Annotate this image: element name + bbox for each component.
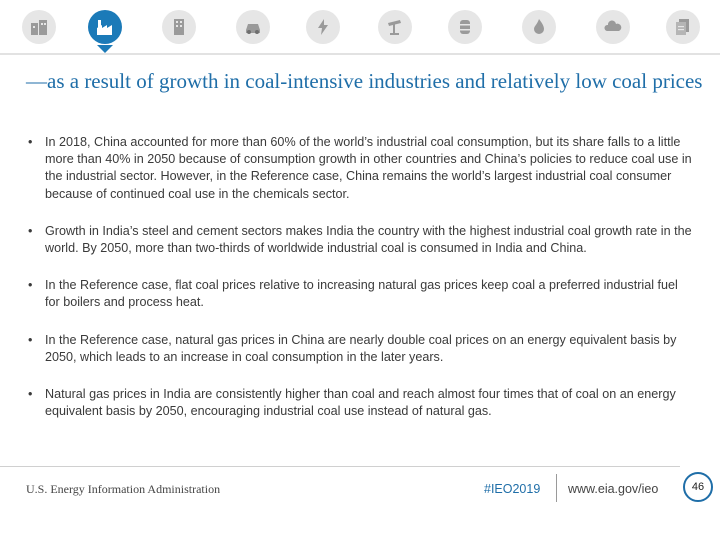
list-item	[28, 386, 696, 420]
bullet-text: In the Reference case, natural gas prices in China are nearly double coal prices on an energy equivalent basis by 2050, which leads to an increase in coal consumption in the later years.	[45, 332, 677, 364]
bullet-text: Natural gas prices in India are consistently higher than coal and reach almost four times that of coal on an energy equivalent basis by 2050, encouraging industrial coal use instead of natural gas.	[45, 387, 676, 419]
list-item	[28, 332, 696, 366]
industry-icon[interactable]	[88, 10, 122, 44]
footer-separator	[556, 474, 557, 502]
header-divider	[0, 53, 720, 55]
footer-url-link[interactable]: www.eia.gov/ieo	[568, 482, 659, 496]
slide-title: —as a result of growth in coal-intensive industries and relatively low coal prices	[26, 69, 703, 93]
bullet-text: Growth in India’s steel and cement sectors makes India the country with the highest industrial coal growth rate in the world. By 2050, more than two-thirds of worldwide industrial coal is consumed in India and China.	[45, 223, 692, 256]
office-building-icon[interactable]	[162, 10, 196, 44]
documents-icon[interactable]	[666, 10, 700, 44]
sector-icon-bar	[0, 0, 720, 60]
bullet-marker: •	[28, 223, 33, 238]
co2-cloud-icon[interactable]	[596, 10, 630, 44]
bullet-marker: •	[28, 135, 33, 149]
oil-pump-icon[interactable]	[378, 10, 412, 44]
bullet-text: In 2018, China accounted for more than 60% of the world’s industrial coal consumption, but its share falls to a little more than 40% in 2050 because of consumption growth in other countries and China’s policies to reduce coal use in the industrial sector. However, in the Reference case, China remains the world’s largest industrial coal consumer because of continued coal use in the chemicals sector.	[45, 135, 692, 201]
footer-hashtag[interactable]: #IEO2019	[484, 482, 541, 496]
bullet-marker: •	[28, 387, 33, 402]
buildings-icon[interactable]	[22, 10, 56, 44]
lightning-icon[interactable]	[306, 10, 340, 44]
list-item	[28, 134, 696, 203]
footer-organization: U.S. Energy Information Administration	[26, 482, 221, 496]
bullet-list	[28, 134, 696, 440]
list-item	[28, 223, 696, 257]
bullet-marker: •	[28, 332, 33, 347]
flame-icon[interactable]	[522, 10, 556, 44]
barrel-icon[interactable]	[448, 10, 482, 44]
footer-divider	[0, 466, 680, 467]
car-icon[interactable]	[236, 10, 270, 44]
bullet-marker: •	[28, 278, 33, 293]
list-item	[28, 277, 696, 311]
active-tab-indicator	[97, 45, 113, 53]
page-number: 46	[683, 472, 713, 502]
bullet-text: In the Reference case, flat coal prices relative to increasing natural gas prices keep coal a preferred industrial fuel for boilers and process heat.	[45, 278, 678, 310]
